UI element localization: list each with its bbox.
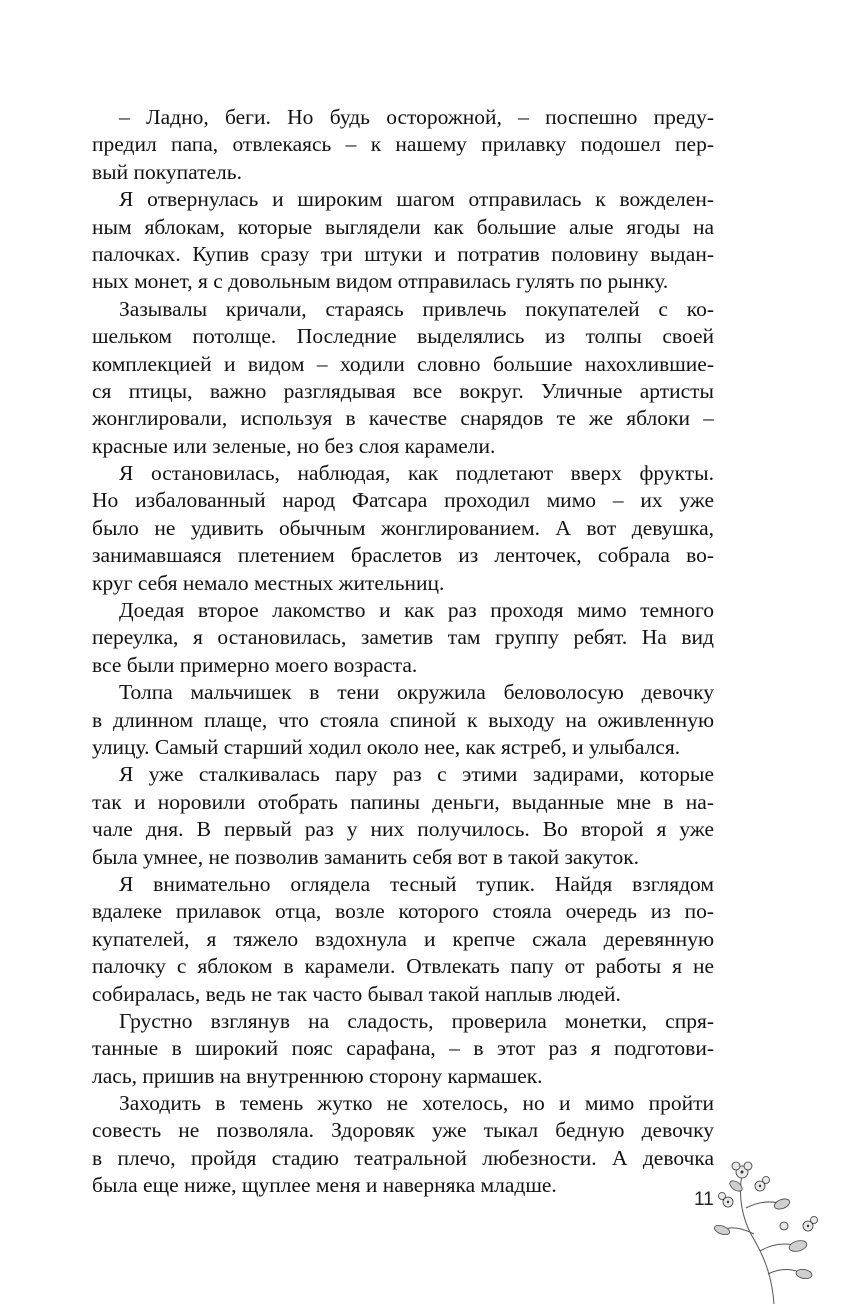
text-line: палочку с яблоком в карамели. Отвлекать папу от работы я не (92, 954, 714, 979)
text-line: все были примерно моего возраста. (92, 652, 418, 677)
text-line: лась, пришив на внутреннюю сторону кармашек. (92, 1063, 543, 1088)
text-line: Я отвернулась и широким шагом отправилась к вожделен- (119, 187, 714, 212)
text-line: занимавшаяся плетением браслетов из ленточек, собрала во- (92, 543, 714, 568)
text-line: собиралась, ведь не так часто бывал такой наплыв людей. (92, 981, 621, 1006)
text-line: – Ладно, беги. Но будь осторожной, – поспешно преду- (119, 105, 714, 129)
text-line: вдалеке прилавок отца, возле которого стояла очередь из по- (92, 899, 714, 924)
text-line: Я остановилась, наблюдая, как подлетают вверх фрукты. (119, 461, 714, 486)
text-line: Но избалованный народ Фатсара проходил мимо – их уже (92, 488, 714, 513)
text-line: ся птицы, важно разглядывая все вокруг. Уличные артисты (92, 378, 714, 403)
text-line: предил папа, отвлекаясь – к нашему прилавку подошел пер- (92, 132, 714, 157)
text-line: палочках. Купив сразу три штуки и потратив половину выдан- (92, 241, 714, 266)
text-line: переулка, я остановилась, заметив там группу ребят. На вид (92, 625, 714, 650)
text-line: чале дня. В первый раз у них получилось. Во второй я уже (92, 817, 714, 842)
text-line: Я внимательно оглядела тесный тупик. Найдя взглядом (119, 871, 714, 896)
body-text (92, 104, 714, 1200)
flower-sprig-icon (712, 1156, 832, 1306)
text-line: в длинном плаще, что стояла спиной к выходу на оживленную (92, 707, 714, 732)
text-line: Грустно взглянув на сладость, проверила монетки, спря- (119, 1008, 714, 1033)
text-line: танные в широкий пояс сарафана, – в этот раз я подготови- (92, 1036, 714, 1061)
text-line: была еще ниже, щуплее меня и наверняка младше. (92, 1173, 557, 1198)
text-line: улицу. Самый старший ходил около нее, как ястреб, и улыбался. (92, 734, 681, 759)
page-number: 11 (694, 1189, 714, 1210)
text-line: в плечо, пройдя стадию театральной любезности. А девочка (92, 1145, 714, 1170)
text-line: было не удивить обычным жонглированием. А вот девушка, (92, 515, 714, 540)
text-line: комплекцией и видом – ходили словно большие нахохлившие- (92, 351, 714, 376)
text-line: вый покупатель. (92, 159, 242, 184)
text-line: жонглировали, используя в качестве снарядов те же яблоки – (92, 406, 714, 431)
text-line: ных монет, я с довольным видом отправилась гулять по рынку. (92, 269, 669, 294)
text-line: Доедая второе лакомство и как раз проходя мимо темного (119, 598, 714, 623)
text-line: Я уже сталкивалась пару раз с этими задирами, которые (119, 762, 714, 787)
text-line: совесть не позволяла. Здоровяк уже тыкал бедную девочку (92, 1118, 714, 1143)
text-line: Заходить в темень жутко не хотелось, но и мимо пройти (119, 1091, 714, 1116)
text-line: так и норовили отобрать папины деньги, выданные мне в на- (92, 789, 714, 814)
text-line: красные или зеленые, но без слоя карамели. (92, 433, 496, 458)
text-line: ным яблокам, которые выглядели как большие алые ягоды на (92, 214, 714, 239)
text-line: шельком потолще. Последние выделялись из толпы своей (92, 324, 714, 349)
text-line: Зазывалы кричали, стараясь привлечь покупателей с ко- (119, 296, 714, 321)
text-line: купателей, я тяжело вздохнула и крепче сжала деревянную (92, 926, 714, 951)
text-line: была умнее, не позволив заманить себя вот в такой закуток. (92, 844, 640, 869)
text-line: круг себя немало местных жительниц. (92, 570, 445, 595)
text-line: Толпа мальчишек в тени окружила беловолосую девочку (119, 680, 714, 705)
